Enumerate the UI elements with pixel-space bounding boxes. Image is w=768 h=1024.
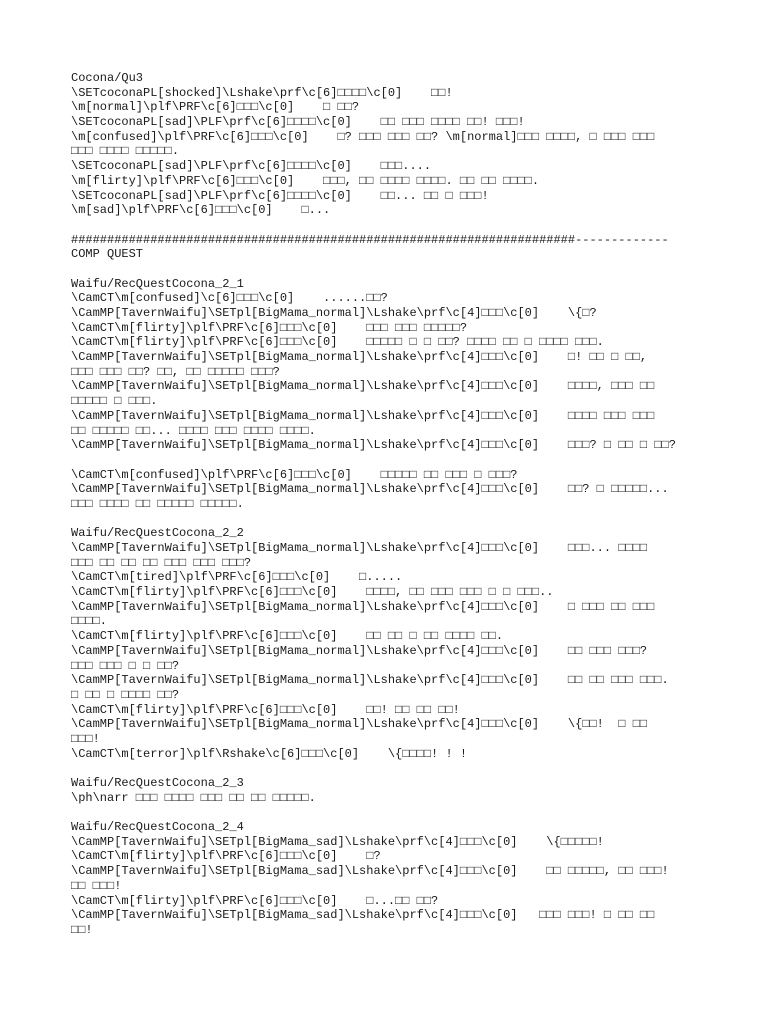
text-line: \CamMP[TavernWaifu]\SETpl[BigMama_normal]\Lshake\prf\c[4]□□□\c[0] □□□□ □□□ □□□: [71, 408, 655, 423]
text-line: □□ □□□□□ □□... □□□□ □□□ □□□□ □□□□.: [71, 423, 316, 438]
text-line: □□□ □□□ □□? □□, □□ □□□□□ □□□?: [71, 364, 280, 379]
text-line: □ □□ □ □□□□ □□?: [71, 687, 180, 702]
text-line: \SETcoconaPL[shocked]\Lshake\prf\c[6]□□□□\c[0] □□!: [71, 85, 453, 100]
text-line: \m[flirty]\plf\PRF\c[6]□□□\c[0] □□□, □□ □□□□ □□□□. □□ □□ □□□□.: [71, 173, 540, 188]
text-line: \CamMP[TavernWaifu]\SETpl[BigMama_normal]\Lshake\prf\c[4]□□□\c[0] □□ □□□ □□□?: [71, 643, 648, 658]
text-line: \CamCT\m[flirty]\plf\PRF\c[6]□□□\c[0] □...□□ □□?: [71, 893, 439, 908]
text-line: \CamMP[TavernWaifu]\SETpl[BigMama_sad]\Lshake\prf\c[4]□□□\c[0] □□□ □□□! □ □□ □□: [71, 908, 655, 923]
text-line: □□□ □□□□ □□□□□.: [71, 144, 180, 159]
blank-line: [71, 512, 761, 527]
text-line: \m[confused]\plf\PRF\c[6]□□□\c[0] □? □□□ □□□ □□? \m[normal]□□□ □□□□, □ □□□ □□□: [71, 129, 655, 144]
text-line: \CamMP[TavernWaifu]\SETpl[BigMama_normal]\Lshake\prf\c[4]□□□\c[0] □□? □ □□□□□...: [71, 482, 669, 497]
text-line: \CamCT\m[flirty]\plf\PRF\c[6]□□□\c[0] □□□ □□□ □□□□□?: [71, 320, 468, 335]
text-line: □□□!: [71, 731, 100, 746]
blank-line: [71, 761, 761, 776]
text-line: Waifu/RecQuestCocona_2_4: [71, 820, 244, 835]
blank-line: [71, 262, 761, 277]
text-line: □□□ □□ □□ □□ □□□ □□□ □□□?: [71, 555, 252, 570]
text-line: \SETcoconaPL[sad]\PLF\prf\c[6]□□□□\c[0] □□... □□ □ □□□!: [71, 188, 489, 203]
text-line: COMP QUEST: [71, 247, 144, 262]
text-line: \CamMP[TavernWaifu]\SETpl[BigMama_normal]\Lshake\prf\c[4]□□□\c[0] □ □□□ □□ □□□: [71, 599, 655, 614]
text-line: □□!: [71, 922, 93, 937]
text-line: □□□□.: [71, 614, 108, 629]
text-line: Cocona/Qu3: [71, 71, 144, 85]
text-line: \CamCT\m[flirty]\plf\PRF\c[6]□□□\c[0] □?: [71, 849, 381, 864]
text-line: \CamCT\m[flirty]\plf\PRF\c[6]□□□\c[0] □□! □□ □□ □□!: [71, 702, 460, 717]
text-line: \CamMP[TavernWaifu]\SETpl[BigMama_normal]\Lshake\prf\c[4]□□□\c[0] □□□... □□□□: [71, 541, 648, 555]
text-line: \m[sad]\plf\PRF\c[6]□□□\c[0] □...: [71, 203, 331, 218]
text-line: □□□ □□□□ □□ □□□□□ □□□□□.: [71, 496, 244, 511]
text-line: \CamMP[TavernWaifu]\SETpl[BigMama_sad]\Lshake\prf\c[4]□□□\c[0] \{□□□□□!: [71, 834, 604, 849]
text-line: \CamMP[TavernWaifu]\SETpl[BigMama_normal]\Lshake\prf\c[4]□□□\c[0] □□□? □ □□ □ □□?: [71, 438, 676, 453]
text-line: Waifu/RecQuestCocona_2_1: [71, 276, 244, 291]
text-line: Waifu/RecQuestCocona_2_3: [71, 776, 244, 790]
text-line: \CamCT\m[flirty]\plf\PRF\c[6]□□□\c[0] □□ □□ □ □□ □□□□ □□.: [71, 629, 504, 644]
text-line: Waifu/RecQuestCocona_2_2: [71, 526, 244, 541]
text-line: \CamCT\m[terror]\plf\Rshake\c[6]□□□\c[0] \{□□□□! ! !: [71, 746, 468, 761]
text-line: \CamMP[TavernWaifu]\SETpl[BigMama_sad]\Lshake\prf\c[4]□□□\c[0] □□ □□□□□, □□ □□□!: [71, 864, 669, 879]
text-line: \ph\narr □□□ □□□□ □□□ □□ □□ □□□□□.: [71, 790, 316, 805]
blank-line: [71, 218, 761, 233]
blank-line: [71, 453, 761, 468]
text-line: \CamCT\m[confused]\plf\PRF\c[6]□□□\c[0] □□□□□ □□ □□□ □ □□□?: [71, 467, 518, 482]
text-line: \CamCT\m[confused]\c[6]□□□\c[0] ......□□?: [71, 291, 388, 306]
text-line: \SETcoconaPL[sad]\PLF\prf\c[6]□□□□\c[0] □□□....: [71, 159, 432, 174]
text-line: \CamMP[TavernWaifu]\SETpl[BigMama_normal]\Lshake\prf\c[4]□□□\c[0] □□ □□ □□□ □□□.: [71, 673, 669, 688]
text-line: □□ □□□!: [71, 878, 122, 893]
text-line: \CamMP[TavernWaifu]\SETpl[BigMama_normal]\Lshake\prf\c[4]□□□\c[0] \{□□! □ □□: [71, 717, 648, 732]
text-line: □□□ □□□ □ □ □□?: [71, 658, 180, 673]
text-line: \CamCT\m[flirty]\plf\PRF\c[6]□□□\c[0] □□□□, □□ □□□ □□□ □ □ □□□..: [71, 585, 554, 600]
text-line: \CamMP[TavernWaifu]\SETpl[BigMama_normal]\Lshake\prf\c[4]□□□\c[0] □! □□ □ □□,: [71, 350, 648, 365]
text-line: \m[normal]\plf\PRF\c[6]□□□\c[0] □ □□?: [71, 100, 360, 115]
text-line: □□□□□ □ □□□.: [71, 394, 158, 409]
text-line: \CamMP[TavernWaifu]\SETpl[BigMama_normal]\Lshake\prf\c[4]□□□\c[0] \{□?: [71, 306, 597, 320]
text-line: \SETcoconaPL[sad]\PLF\prf\c[6]□□□□\c[0] □□ □□□ □□□□ □□! □□□!: [71, 115, 525, 130]
text-line: \CamCT\m[flirty]\plf\PRF\c[6]□□□\c[0] □□□□□ □ □ □□? □□□□ □□ □ □□□□ □□□.: [71, 335, 604, 350]
text-line: \CamCT\m[tired]\plf\PRF\c[6]□□□\c[0] □.....: [71, 570, 403, 585]
document-page: [71, 71, 761, 938]
text-line: ######################################################################-------------: [71, 232, 669, 247]
blank-line: [71, 805, 761, 820]
text-line: \CamMP[TavernWaifu]\SETpl[BigMama_normal]\Lshake\prf\c[4]□□□\c[0] □□□□, □□□ □□: [71, 379, 655, 394]
